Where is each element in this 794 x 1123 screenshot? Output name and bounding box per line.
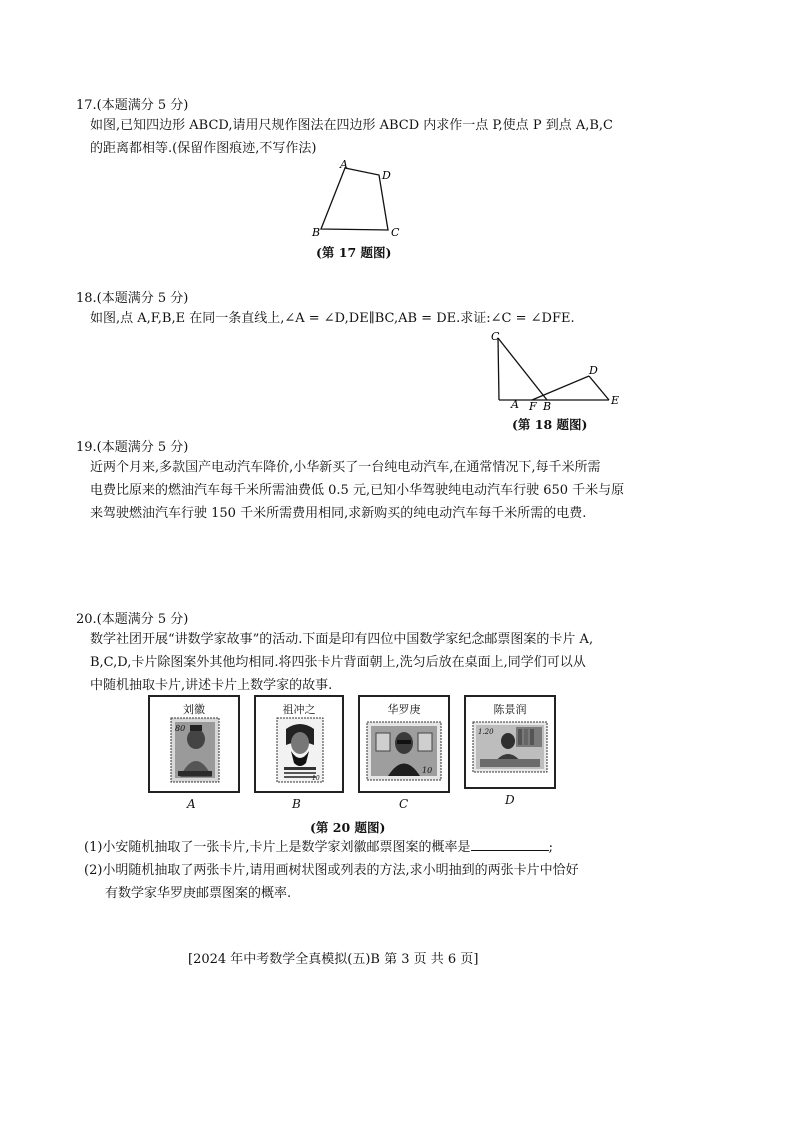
stamp-c-value: 10 — [422, 766, 433, 775]
q18-caption: (第 18 题图) — [512, 417, 588, 432]
q20-line2: B,C,D,卡片除图案外其他均相同.将四张卡片背面朝上,洗匀后放在桌面上,同学们可以从 — [90, 655, 586, 670]
q17-line2: 的距离都相等.(保留作图痕迹,不写作法) — [90, 141, 317, 156]
label-b: B — [312, 226, 321, 239]
q17-line1: 如图,已知四边形 ABCD,请用尺规作图法在四边形 ABCD 内求作一点 P,使点 P 到点 A,B,C — [90, 118, 613, 133]
q20-sub2-line2: 有数学家华罗庚邮票图案的概率. — [105, 886, 292, 901]
stamp-a-value: 80 — [175, 724, 186, 733]
q19-line2: 电费比原来的燃油汽车每千米所需油费低 0.5 元,已知小华驾驶纯电动汽车行驶 650 千米与原 — [90, 483, 625, 498]
label-d: D — [589, 364, 598, 377]
q20-sub2-line1: (2)小明随机抽取了两张卡片,请用画树状图或列表的方法,求小明抽到的两张卡片中恰好 — [84, 863, 579, 878]
stamp-zu-chongzhi — [276, 717, 324, 783]
card-a-label: A — [187, 797, 196, 811]
label-e: E — [611, 394, 620, 407]
q20-line1: 数学社团开展“讲数学家故事”的活动.下面是印有四位中国数学家纪念邮票图案的卡片 A, — [90, 632, 594, 647]
stamp-chen-jingrun — [472, 721, 548, 773]
q19-line1: 近两个月来,多款国产电动汽车降价,小华新买了一台纯电动汽车,在通常情况下,每千米所需 — [90, 460, 601, 475]
q18-line1: 如图,点 A,F,B,E 在同一条直线上,∠A = ∠D,DE∥BC,AB = DE.求证:∠C = ∠DFE. — [90, 311, 575, 326]
q18-header: 18.(本题满分 5 分) — [76, 291, 189, 306]
card-c — [358, 695, 450, 793]
card-b — [254, 695, 344, 793]
card-b-label: B — [292, 797, 301, 811]
card-d-name: 陈景润 — [493, 703, 527, 716]
stamp-b-value: 10 — [312, 775, 320, 782]
q20-sub1-text: (1)小安随机抽取了一张卡片,卡片上是数学家刘徽邮票图案的概率是 — [84, 840, 471, 855]
q19-header: 19.(本题满分 5 分) — [76, 440, 189, 455]
stamp-d-value: 1.20 — [478, 728, 494, 736]
card-a — [148, 695, 240, 793]
answer-blank[interactable] — [471, 838, 549, 851]
q17-header: 17.(本题满分 5 分) — [76, 98, 189, 113]
card-a-name: 刘徽 — [183, 703, 205, 716]
card-c-name: 华罗庚 — [387, 703, 421, 716]
q17-caption: (第 17 题图) — [316, 245, 392, 260]
stamp-hua-luogeng — [366, 721, 442, 781]
segment-ac — [498, 338, 499, 400]
q17-quadrilateral-figure — [305, 158, 415, 240]
segment-de — [589, 376, 609, 400]
label-c: C — [391, 226, 400, 239]
q19-line3: 来驾驶燃油汽车行驶 150 千米所需费用相同,求新购买的纯电动汽车每千米所需的电费. — [90, 506, 587, 521]
q20-caption: (第 20 题图) — [310, 820, 386, 835]
q20-header: 20.(本题满分 5 分) — [76, 612, 189, 627]
stamp-liu-hui — [170, 717, 220, 783]
q18-triangle-figure — [485, 328, 625, 413]
card-d — [464, 695, 556, 789]
segment-cb — [498, 338, 547, 400]
label-a: A — [340, 158, 348, 171]
segment-fd — [532, 376, 589, 400]
card-d-label: D — [505, 793, 515, 807]
card-c-label: C — [399, 797, 409, 811]
label-a: A — [511, 398, 519, 411]
card-b-name: 祖冲之 — [282, 703, 316, 716]
quadrilateral-abcd — [321, 168, 388, 230]
q20-line3: 中随机抽取卡片,讲述卡片上数学家的故事. — [90, 678, 333, 693]
label-d: D — [382, 169, 391, 182]
label-c: C — [491, 330, 500, 343]
q20-sub1 — [84, 836, 553, 859]
q20-sub1-end: ; — [548, 840, 553, 855]
page-footer: [2024 年中考数学全真模拟(五)B 第 3 页 共 6 页] — [188, 952, 479, 967]
label-f: F — [529, 400, 537, 413]
label-b: B — [543, 400, 552, 413]
